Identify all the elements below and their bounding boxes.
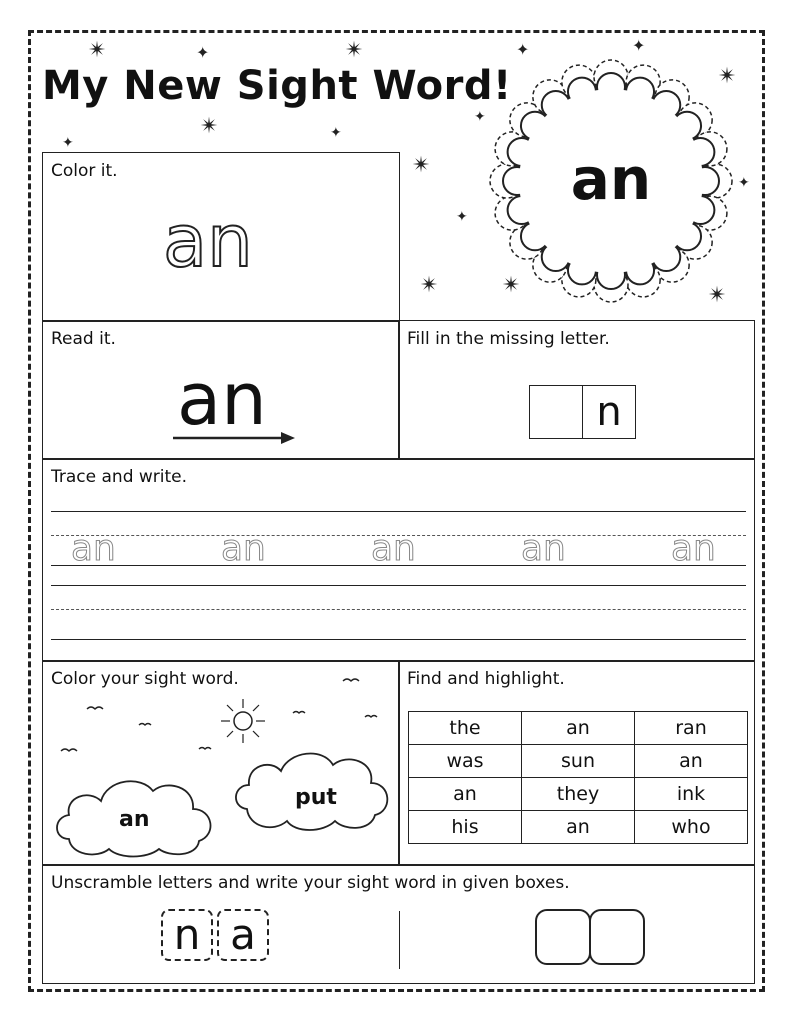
star-icon: ✦ [632,36,646,55]
trace-word[interactable]: an [71,528,116,569]
unscramble-label: Unscramble letters and write your sight word in given boxes. [51,873,570,893]
trace-label: Trace and write. [51,467,188,487]
find-label: Find and highlight. [407,669,565,689]
given-letter-box: n [582,385,636,439]
grid-cell[interactable]: an [522,712,635,745]
grid-cell[interactable]: his [409,811,522,844]
grid-cell[interactable]: an [522,811,635,844]
star-icon: ✴ [345,38,364,63]
read-it-label: Read it. [51,329,116,349]
star-icon: ✴ [200,114,219,139]
fill-in-section [398,320,755,460]
find-section [398,660,755,866]
star-icon: ✴ [420,273,439,298]
star-icon: ✴ [412,153,431,178]
grid-cell[interactable]: ran [635,712,748,745]
trace-word[interactable]: an [671,528,716,569]
fill-in-label: Fill in the missing letter. [407,329,610,349]
arrow-right-icon [171,431,297,445]
cloud-word: put [295,785,337,810]
grid-cell[interactable]: ink [635,778,748,811]
divider [399,911,400,969]
table-row [409,712,748,745]
star-icon: ✦ [330,125,342,141]
grid-cell[interactable]: sun [522,745,635,778]
grid-cell[interactable]: they [522,778,635,811]
star-icon: ✴ [88,38,107,63]
missing-letter-box[interactable] [529,385,583,439]
badge-word: an [570,145,652,213]
star-icon: ✴ [718,64,737,89]
word-grid [408,711,748,844]
star-icon: ✦ [474,109,486,125]
trace-word[interactable]: an [221,528,266,569]
grid-cell[interactable]: who [635,811,748,844]
cloud-word: an [119,807,150,832]
star-icon: ✴ [502,273,521,298]
writing-midline [51,609,746,610]
read-it-section [42,320,400,460]
writing-baseline [51,639,746,640]
read-word: an [177,357,267,441]
page-title: My New Sight Word! [42,63,512,109]
star-icon: ✦ [456,209,468,225]
color-it-section [42,152,400,322]
trace-word[interactable]: an [371,528,416,569]
answer-box[interactable] [589,909,645,965]
grid-cell[interactable]: an [409,778,522,811]
outline-word[interactable]: an [163,199,253,283]
trace-word[interactable]: an [521,528,566,569]
answer-box[interactable] [535,909,591,965]
star-icon: ✦ [516,40,530,59]
writing-line [51,511,746,512]
scrambled-letter: a [217,909,269,961]
color-it-label: Color it. [51,161,118,181]
trace-section [42,458,755,662]
table-row [409,811,748,844]
star-icon: ✦ [738,175,750,191]
table-row [409,778,748,811]
scrambled-letter: n [161,909,213,961]
grid-cell[interactable]: an [635,745,748,778]
table-row [409,745,748,778]
grid-cell[interactable]: was [409,745,522,778]
star-icon: ✴ [708,283,727,308]
star-icon: ✦ [196,43,210,62]
color-sight-label: Color your sight word. [51,669,239,689]
color-sight-section [42,660,400,866]
unscramble-section [42,864,755,984]
grid-cell[interactable]: the [409,712,522,745]
writing-line [51,585,746,586]
star-icon: ✦ [62,135,74,151]
